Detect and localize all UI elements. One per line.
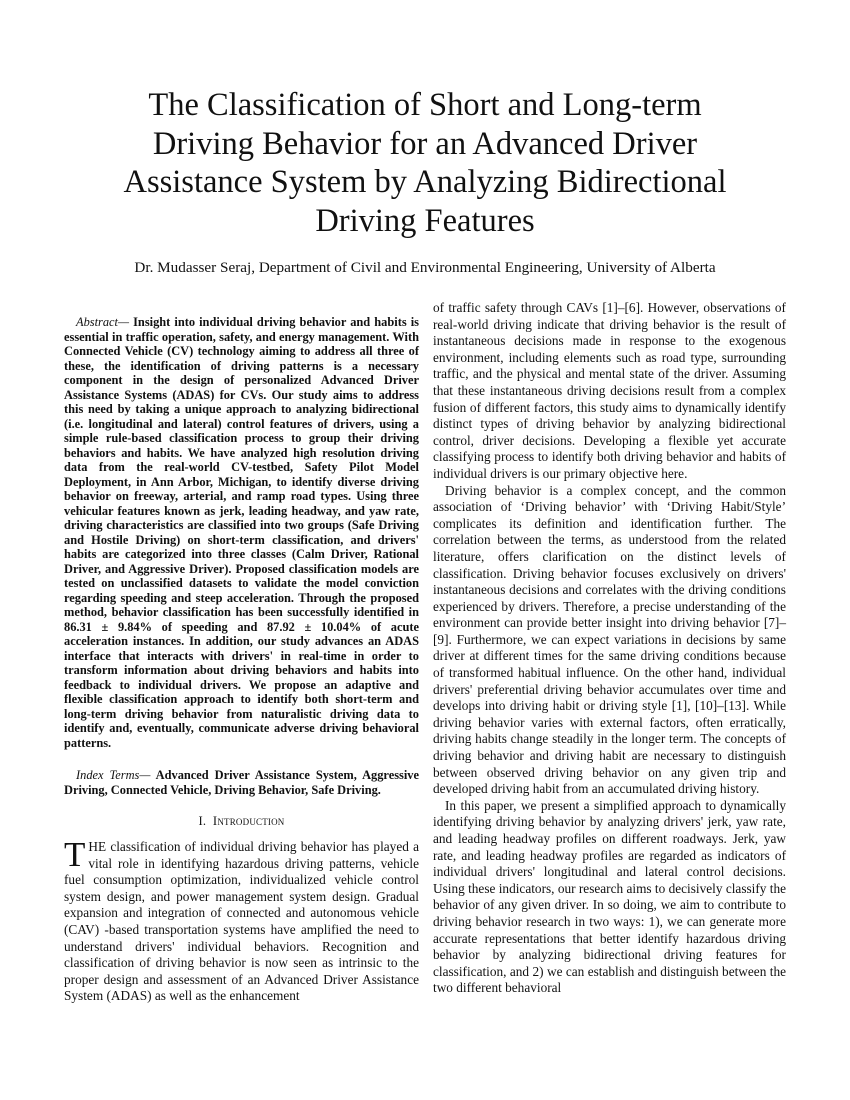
abstract-dash: — (118, 315, 130, 329)
body-paragraph: In this paper, we present a simplified approach to dynamically identifying driving behavior by analyzing drivers' jerk, yaw rate, and leading headway profiles on different roadways. Jerk, yaw rate, and leading headway profiles are regarded as indicators of individual drivers' longitudinal and lateral control decisions. Using these indicators, our research aims to decisively classify the behavior of any given driver. In so doing, we aim to contribute to driving behavior research in two ways: 1), we can generate more accurate representations that better identify hazardous driving behavior by analyzing bidirectional driving features for classification, and 2) we can establish and distinguish between the two different behavioral (433, 797, 787, 996)
body-paragraph: of traffic safety through CAVs [1]–[6]. However, observations of real-world driving indicate that driving behavior is the result of instantaneous decisions made in response to the exogenous environment, including elements such as road type, surrounding traffic, and the physical and mental state of the driver. Assuming that these instantaneous driving decisions result from a complex fusion of different factors, this study aims to dynamically identify distinct types of driving behavior by analyzing bidirectional control, driver decisions. Developing a flexible yet accurate classifying process to identify both driving behavior and habits of individual drivers is our primary objective here. (433, 300, 786, 481)
drop-cap: T (64, 835, 86, 874)
abstract-body: Insight into individual driving behavior and habits is essential in traffic operation, safety, and energy management. With Connected Vehicle (CV) technology aiming to address all three of these, the identification of driving patterns is a necessary component in the design of personalized Advanced Driver Assistance Systems (ADAS) for CVs. Our study aims to address this need by taking a unique approach to analyzing bidirectional (i.e. longitudinal and lateral) control features of drivers, using a simple rule-based classification process to group their driving behaviors and habits. We have analyzed high resolution driving data from the real-world CV-testbed, Safety Pilot Model Deployment, in Ann Arbor, Michigan, to identify diverse driving behavior on freeway, arterial, and ramp road types. Using three vehicular features known as jerk, leading headway, and yaw rate, driving characteristics are classified into two groups (Safe Driving and Hostile Driving) on short-term classification, and drivers' habits are categorized into three classes (Calm Driver, Rational Driver, and Aggressive Driver). Proposed classification models are tested on unclassified datasets to validate the model conviction regarding speeding and steep acceleration. Through the proposed method, behavior classification has been successfully identified in 86.31 ± 9.84% of speeding and 87.92 ± 10.04% of acute acceleration instances. In addition, our study advances an ADAS interface that interacts with drivers' in real-time in order to transform information about driving behaviors and habits into feedback to individual drivers. We propose an adaptive and flexible classification approach to identify both short-term and long-term driving behavior from naturalistic driving data to identify and, eventually, communicate adverse driving behavioral patterns. (64, 315, 419, 750)
title-line: The Classification of Short and Long-term (148, 87, 702, 123)
abstract-label: Abstract (76, 315, 118, 329)
body-paragraph: Driving behavior is a complex concept, and the common association of ‘Driving behavior’ with ‘Driving Habit/Style’ complicates its definition and identification further. The correlation between the terms, as understood from the related literature, offers clarification on the distinct levels of classification. Driving behavior focuses exclusively on drivers' instantaneous decisions and correlates with the driving conditions experienced by drivers. Therefore, a precise understanding of the environment can provide better insight into driving behavior [7]–[9]. Furthermore, we can expect variations in decisions by same driver at different times for the same driving conditions because of transformed habitual influence. On the other hand, individual drivers' preferential driving behavior accumulates over time and develops into driving habit or driving style [1], [10]–[13]. While driving behavior varies with external factors, often erratically, driving habits change steadily in the longer term. The concepts of driving behavior and driving habit are necessary to distinguish between observed driving behavior on any given trip and developed driving habit from an accumulated driving history. (433, 482, 786, 797)
title-line: Assistance System by Analyzing Bidirectional (123, 164, 727, 200)
intro-head: HE (88, 839, 107, 854)
right-column (433, 300, 786, 997)
index-terms-body: Advanced Driver Assistance System, Aggressive Driving, Connected Vehicle, Driving Behavior, Safe Driving. (64, 768, 419, 797)
abstract (64, 315, 419, 750)
author-affiliation: Dr. Mudasser Seraj, Department of Civil and Environmental Engineering, University of Alberta (134, 259, 716, 276)
intro-paragraph (64, 835, 419, 1005)
intro-body: classification of individual driving behavior has played a vital role in identifying hazardous driving patterns, vehicle fuel consumption optimization, individualized vehicle control system design, and power management system design. Gradual expansion and integration of connected and autonomous vehicle (CAV) -based transportation systems have amplified the need to understand drivers' individual behaviors. Recognition and classification of driving behavior is now seen as intrinsic to the proper design and assessment of an Advanced Driver Assistance System (ADAS) as well as the enhancement (64, 839, 419, 1004)
paper-title (90, 86, 760, 240)
section-numeral: I. (198, 814, 207, 828)
index-terms-dash: — (139, 768, 151, 782)
title-line: Driving Features (315, 202, 535, 239)
index-terms (64, 768, 419, 797)
title-line: Driving Behavior for an Advanced Driver (152, 125, 698, 162)
left-column (64, 300, 419, 1005)
section-heading (64, 814, 419, 829)
index-terms-label: Index Terms (76, 768, 140, 782)
section-name: Introduction (212, 814, 285, 828)
